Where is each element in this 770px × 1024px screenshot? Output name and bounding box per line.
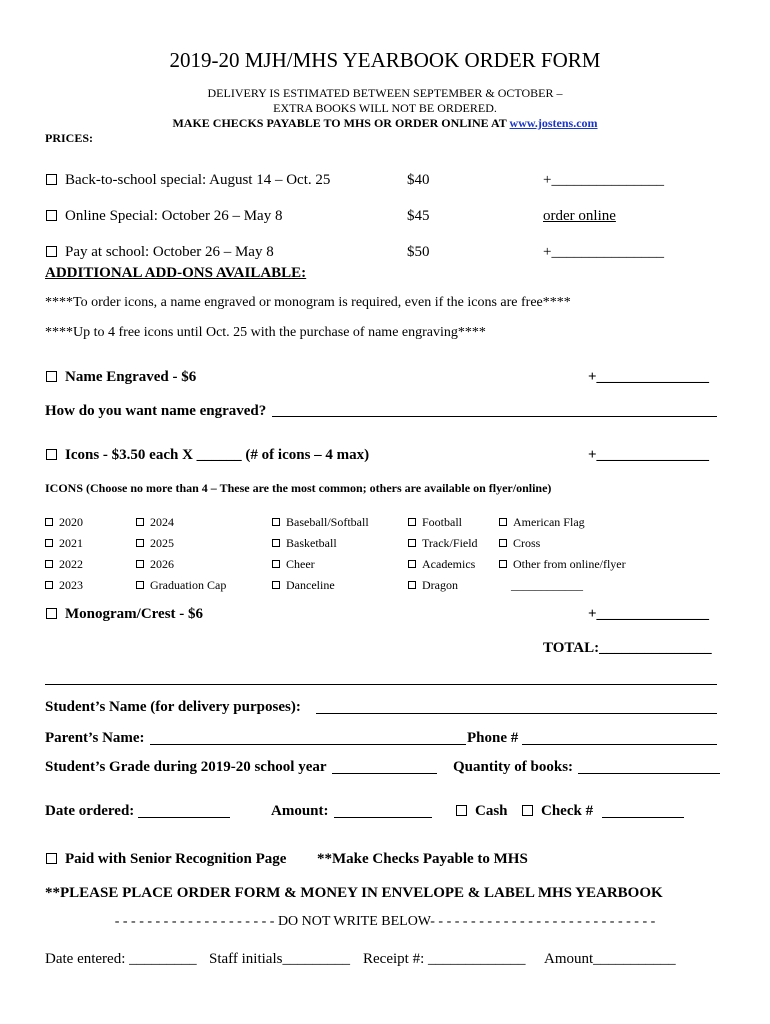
icon-choice[interactable] (408, 533, 478, 554)
amount-field[interactable] (334, 817, 432, 818)
delivery-notice: DELIVERY IS ESTIMATED BETWEEN SEPTEMBER & OCTOBER – (207, 86, 563, 100)
checkbox[interactable] (45, 581, 53, 589)
icon-choice-label: 2025 (150, 536, 174, 550)
checkbox[interactable] (522, 805, 533, 816)
office-amount-field[interactable]: Amount___________ (544, 951, 676, 967)
option-label: Online Special: October 26 – May 8 (65, 208, 283, 224)
parent-name-label: Parent’s Name: (45, 730, 145, 746)
icon-choice[interactable] (136, 533, 226, 554)
section-divider (45, 684, 717, 685)
checkbox[interactable] (408, 581, 416, 589)
student-name-label: Student’s Name (for delivery purposes): (45, 699, 301, 715)
checkbox[interactable] (45, 560, 53, 568)
checkbox[interactable] (456, 805, 467, 816)
jostens-link[interactable]: www.jostens.com (509, 116, 598, 130)
form-title: 2019-20 MJH/MHS YEARBOOK ORDER FORM (169, 48, 601, 72)
receipt-field[interactable]: Receipt #: _____________ (363, 951, 526, 967)
amount-blank[interactable]: +_______________ (543, 172, 664, 188)
staff-initials-field[interactable]: Staff initials_________ (209, 951, 350, 967)
icons-amount-blank[interactable]: +_______________ (588, 447, 710, 463)
icon-choice[interactable] (499, 554, 626, 575)
order-online-link[interactable]: order online (543, 208, 616, 224)
student-name-field[interactable] (316, 713, 717, 714)
icon-choice-label: Dragon (422, 578, 458, 592)
monogram-amount-blank[interactable]: +_______________ (588, 606, 710, 622)
addons-heading: ADDITIONAL ADD-ONS AVAILABLE: (45, 265, 307, 281)
date-ordered-field[interactable] (138, 817, 230, 818)
check-option[interactable] (522, 803, 593, 820)
icon-choice[interactable] (499, 533, 626, 554)
price-back-to-school: $40 (407, 172, 430, 188)
quantity-field[interactable] (578, 773, 720, 774)
checkbox[interactable] (136, 539, 144, 547)
icon-choice-label: Baseball/Softball (286, 515, 369, 529)
icon-choice-label: Cheer (286, 557, 315, 571)
amount-label: Amount: (271, 803, 329, 819)
how-engraved-field[interactable] (272, 416, 717, 417)
icons-heading: ICONS (Choose no more than 4 – These are the most common; others are available on flyer/online) (45, 481, 552, 495)
icon-choice-label: Football (422, 515, 463, 529)
grade-label: Student’s Grade during 2019-20 school year (45, 759, 327, 775)
checkbox[interactable] (408, 539, 416, 547)
checkbox[interactable] (272, 560, 280, 568)
checkbox[interactable] (272, 518, 280, 526)
icon-choice-label: Graduation Cap (150, 578, 227, 592)
checkbox[interactable] (45, 518, 53, 526)
option-label: Icons - $3.50 each X ______ (# of icons – 4 max) (65, 447, 370, 463)
price-pay-at-school: $50 (407, 244, 430, 260)
envelope-instructions: **PLEASE PLACE ORDER FORM & MONEY IN ENVELOPE & LABEL MHS YEARBOOK (45, 885, 663, 901)
checkbox[interactable] (46, 853, 57, 864)
icon-choice[interactable] (136, 512, 226, 533)
grade-field[interactable] (332, 773, 437, 774)
icon-choice-label: 2024 (150, 515, 174, 529)
icon-choice-label: 2021 (59, 536, 83, 550)
icon-choice[interactable] (45, 533, 83, 554)
checkbox[interactable] (408, 560, 416, 568)
checks-notice (0, 116, 770, 131)
icons-option[interactable] (46, 447, 369, 464)
option-label: Name Engraved - $6 (65, 369, 197, 385)
checkbox[interactable] (46, 174, 57, 185)
senior-recognition-option[interactable] (46, 851, 286, 868)
parent-name-field[interactable] (150, 744, 466, 745)
phone-label: Phone # (467, 730, 519, 746)
quantity-label: Quantity of books: (453, 759, 574, 775)
icon-choice-label: Other from online/flyer (513, 557, 626, 571)
checkbox[interactable] (46, 371, 57, 382)
amount-blank[interactable]: +_______________ (543, 244, 664, 260)
how-engraved-label: How do you want name engraved? (45, 403, 267, 419)
phone-field[interactable] (522, 744, 717, 745)
checkbox[interactable] (46, 210, 57, 221)
icon-choice-label: 2026 (150, 557, 174, 571)
icon-choice[interactable] (272, 554, 369, 575)
checkbox[interactable] (46, 246, 57, 257)
icon-choice-label: Track/Field (422, 536, 478, 550)
extra-books-notice: EXTRA BOOKS WILL NOT BE ORDERED. (273, 101, 497, 115)
price-option-online[interactable] (46, 208, 282, 225)
checkbox[interactable] (46, 608, 57, 619)
name-engraved-amount-blank[interactable]: +_______________ (588, 369, 710, 385)
checkbox[interactable] (499, 560, 507, 568)
icon-choice[interactable] (45, 512, 83, 533)
icon-choice-label: 2020 (59, 515, 83, 529)
icon-choice-label: 2022 (59, 557, 83, 571)
icon-column-years-a (45, 512, 83, 596)
option-label: Pay at school: October 26 – May 8 (65, 244, 274, 260)
date-entered-field[interactable]: Date entered: _________ (45, 951, 197, 967)
icon-choice[interactable] (272, 575, 369, 596)
checkbox[interactable] (45, 539, 53, 547)
cash-label: Cash (475, 803, 508, 819)
total-field[interactable]: TOTAL:_______________ (543, 640, 712, 656)
price-option-pay-at-school[interactable] (46, 244, 274, 261)
cash-option[interactable] (456, 803, 508, 820)
check-number-field[interactable] (602, 817, 684, 818)
icon-choice-label: Academics (422, 557, 476, 571)
icon-choice[interactable] (408, 554, 478, 575)
icon-choice[interactable] (499, 512, 626, 533)
icon-choice[interactable] (136, 575, 226, 596)
icon-choice[interactable] (408, 512, 478, 533)
check-label: Check # (541, 803, 594, 819)
icon-choice-label: Basketball (286, 536, 337, 550)
icon-choice[interactable] (45, 554, 83, 575)
icon-column-sports-a (272, 512, 369, 596)
checkbox[interactable] (499, 518, 507, 526)
icon-choice[interactable] (272, 533, 369, 554)
icon-choice[interactable] (408, 575, 478, 596)
icon-column-other (499, 512, 626, 596)
checkbox[interactable] (136, 560, 144, 568)
icon-choice[interactable] (45, 575, 83, 596)
price-option-back-to-school[interactable] (46, 172, 330, 189)
icon-column-sports-b (408, 512, 478, 596)
checks-payable-note: **Make Checks Payable to MHS (317, 851, 528, 867)
icon-column-years-b (136, 512, 226, 596)
icon-choice-label: Cross (513, 536, 541, 550)
addons-note-2: ****Up to 4 free icons until Oct. 25 with the purchase of name engraving**** (45, 325, 486, 340)
icon-choice[interactable] (136, 554, 226, 575)
checkbox[interactable] (272, 581, 280, 589)
date-ordered-label: Date ordered: (45, 803, 135, 819)
checkbox[interactable] (272, 539, 280, 547)
name-engraved-option[interactable] (46, 369, 196, 386)
option-label: Paid with Senior Recognition Page (65, 851, 287, 867)
option-label: Back-to-school special: August 14 – Oct. 25 (65, 172, 331, 188)
option-label: Monogram/Crest - $6 (65, 606, 204, 622)
checkbox[interactable] (499, 539, 507, 547)
checkbox[interactable] (408, 518, 416, 526)
office-use-divider: - - - - - - - - - - - - - - - - - - - - DO NOT WRITE BELOW- - - - - - - - - - - - - - - - - - - - - - - - - - - - (114, 914, 656, 929)
checks-notice-text: MAKE CHECKS PAYABLE TO MHS OR ORDER ONLINE AT (172, 116, 507, 130)
icon-choice-label: American Flag (513, 515, 585, 529)
monogram-option[interactable] (46, 606, 203, 623)
icon-choice-label: Danceline (286, 578, 335, 592)
prices-heading: PRICES: (45, 131, 94, 145)
checkbox[interactable] (136, 581, 144, 589)
icon-choice-label: 2023 (59, 578, 83, 592)
addons-note-1: ****To order icons, a name engraved or monogram is required, even if the icons are free**** (45, 295, 571, 310)
other-icon-blank[interactable]: ____________ (511, 578, 583, 592)
checkbox[interactable] (136, 518, 144, 526)
price-online: $45 (407, 208, 430, 224)
checkbox[interactable] (46, 449, 57, 460)
icon-choice[interactable] (272, 512, 369, 533)
